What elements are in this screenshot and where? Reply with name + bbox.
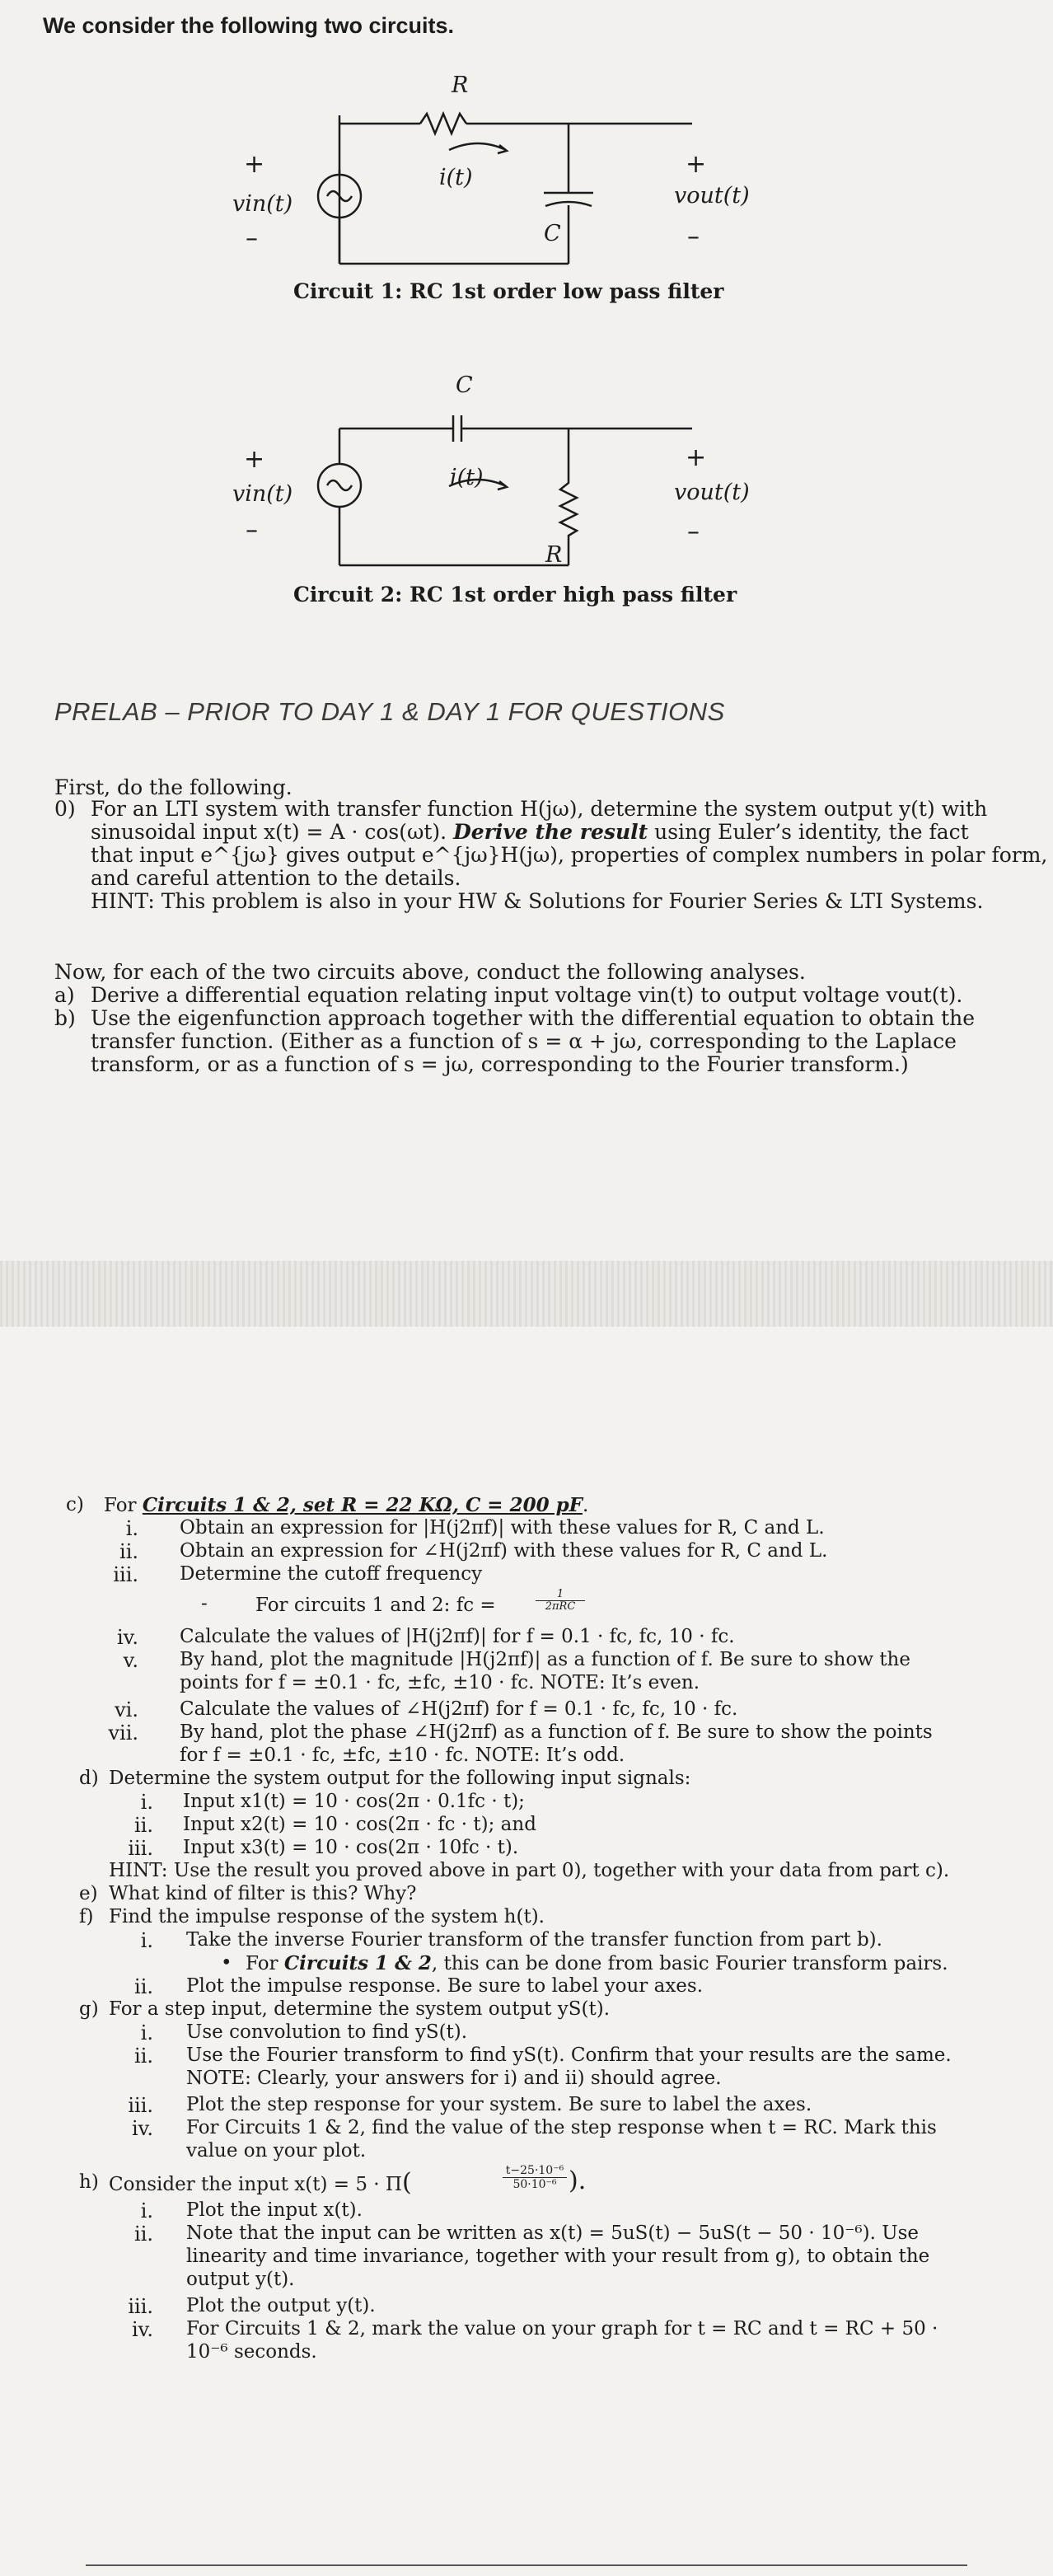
qc-item-num: iv.: [116, 1626, 138, 1649]
qd-item-text: Input x1(t) = 10 · cos(2π · 0.1fc · t);: [183, 1791, 525, 1812]
circuit2-r-label: R: [545, 542, 563, 568]
q0-hint: HINT: This problem is also in your HW & Solutions for Fourier Series & LTI Systems.: [91, 889, 984, 913]
qb-label: b): [54, 1006, 76, 1030]
qb-line3: transform, or as a function of s = jω, corresponding to the Fourier transform.): [91, 1052, 909, 1076]
cutoff-fraction: [536, 1589, 585, 1613]
qg-item-num: iii.: [128, 2094, 153, 2117]
qg-item-num: i.: [140, 2021, 153, 2044]
qc-item-num: iii.: [113, 1563, 138, 1586]
circuit1-vout-plus: +: [686, 150, 707, 179]
now-line: Now, for each of the two circuits above, conduct the following analyses.: [54, 960, 806, 984]
qh-item-text: output y(t).: [186, 2269, 295, 2290]
qb-line2: transfer function. (Either as a function of s = α + jω, corresponding to the Laplace: [91, 1029, 957, 1053]
qg-item-text: For Circuits 1 & 2, find the value of the step response when t = RC. Mark this: [186, 2117, 937, 2138]
qd-item-text: Input x2(t) = 10 · cos(2π · fc · t); and: [183, 1814, 536, 1835]
qh-close-paren: ).: [569, 2166, 587, 2195]
qc-label: c): [66, 1494, 84, 1515]
qf-bullet-text: For Circuits 1 & 2, this can be done from basic Fourier transform pairs.: [246, 1952, 948, 1974]
qc-item-num: i.: [125, 1517, 138, 1540]
qb-line1: Use the eigenfunction approach together with the differential equation to obtain the: [91, 1006, 976, 1030]
qd-label: d): [79, 1768, 99, 1789]
qf-text: Find the impulse response of the system h(t).: [109, 1906, 545, 1927]
qc-item-text: Obtain an expression for |H(j2πf)| with these values for R, C and L.: [180, 1517, 825, 1539]
cutoff-denominator: 2πRC: [545, 1600, 576, 1613]
circuit2-vout-minus: –: [687, 518, 700, 546]
qh-item-text: For Circuits 1 & 2, mark the value on your graph for t = RC and t = RC + 50 ·: [186, 2318, 938, 2339]
first-line: First, do the following.: [54, 775, 292, 799]
qh-item-text: linearity and time invariance, together with your result from g), to obtain the: [186, 2246, 930, 2267]
qd-text: Determine the system output for the following input signals:: [109, 1768, 691, 1789]
intro-text: We consider the following two circuits.: [43, 13, 455, 38]
circuit2-caption: Circuit 2: RC 1st order high pass filter: [293, 583, 737, 607]
qf-bullet: •: [221, 1952, 232, 1974]
circuit1-vin-minus: –: [246, 224, 258, 253]
qd-item-num: ii.: [134, 1814, 153, 1837]
bottom-rule: [86, 2564, 967, 2566]
circuit2-vout-plus: +: [686, 443, 707, 472]
qg-item-num: iv.: [131, 2117, 153, 2140]
circuit1-vin-plus: +: [244, 150, 265, 179]
qh-item-num: i.: [140, 2199, 153, 2222]
qf-label: f): [79, 1906, 94, 1927]
qc-item-text: Calculate the values of |H(j2πf)| for f = 0.1 · fc, fc, 10 · fc.: [180, 1626, 735, 1647]
qh-item-text: Plot the output y(t).: [186, 2295, 376, 2316]
prelab-heading: PRELAB – PRIOR TO DAY 1 & DAY 1 FOR QUESTIONS: [54, 697, 725, 726]
circuit1-vin-label: vin(t): [232, 191, 293, 217]
qf-item-i: Take the inverse Fourier transform of the transfer function from part b).: [186, 1929, 882, 1951]
q0-line3: that input e^{jω} gives output e^{jω}H(jω), properties of complex numbers in polar form,: [91, 843, 1048, 867]
circuit2-current-label: i(t): [450, 465, 484, 490]
qf-item-ii: Plot the impulse response. Be sure to label your axes.: [186, 1975, 704, 1997]
q0-line2: sinusoidal input x(t) = A · cos(ωt). Derive the result using Euler’s identity, the fact: [91, 820, 969, 844]
qg-item-text: Use convolution to find yS(t).: [186, 2021, 468, 2043]
qd-item-num: i.: [140, 1791, 153, 1814]
qc-item-text: Obtain an expression for ∠H(j2πf) with these values for R, C and L.: [180, 1540, 828, 1562]
qc-item-num: v.: [123, 1649, 138, 1672]
qg-item-num: ii.: [134, 2044, 153, 2068]
circuit1-vout-minus: –: [687, 222, 700, 251]
qc-item-text: By hand, plot the phase ∠H(j2πf) as a function of f. Be sure to show the points: [180, 1721, 933, 1743]
circuit2-vin-minus: –: [246, 516, 258, 545]
qh-text: Consider the input x(t) = 5 · Π(: [109, 2168, 412, 2197]
qh-item-num: iii.: [128, 2295, 153, 2318]
q0-line1: For an LTI system with transfer function H(jω), determine the system output y(t) with: [91, 797, 988, 821]
page-gap: [0, 1261, 1053, 1327]
qh-fraction-num: t−25·10⁻⁶: [503, 2164, 567, 2178]
qd-item-text: Input x3(t) = 10 · cos(2π · 10fc · t).: [183, 1837, 519, 1858]
qh-item-text: 10⁻⁶ seconds.: [186, 2341, 317, 2363]
q0-label: 0): [54, 797, 76, 821]
circuit1-vout-label: vout(t): [674, 183, 750, 208]
qe-label: e): [79, 1883, 98, 1904]
qh-item-num: iv.: [131, 2318, 153, 2341]
qd-hint: HINT: Use the result you proved above in part 0), together with your data from part c).: [109, 1860, 950, 1881]
qg-item-text: value on your plot.: [186, 2140, 367, 2161]
circuit1-caption: Circuit 1: RC 1st order low pass filter: [293, 279, 724, 303]
qc-item-num: vii.: [108, 1721, 138, 1745]
qh-label: h): [79, 2171, 99, 2193]
qc-heading: For Circuits 1 & 2, set R = 22 KΩ, C = 200 pF.: [104, 1494, 589, 1516]
circuit1-r-label: R: [452, 73, 469, 98]
qc-item-text: Determine the cutoff frequency: [180, 1563, 483, 1585]
circuit2-vin-plus: +: [244, 445, 265, 474]
cutoff-bullet: -: [201, 1593, 208, 1614]
qh-fraction: [503, 2164, 567, 2191]
circuit2-vin-label: vin(t): [232, 481, 293, 507]
circuit1-current-label: i(t): [439, 165, 473, 190]
qc-item-text: points for f = ±0.1 · fc, ±fc, ±10 · fc. NOTE: It’s even.: [180, 1672, 700, 1693]
qg-label: g): [79, 1998, 99, 2020]
qh-item-text: Note that the input can be written as x(t) = 5uS(t) − 5uS(t − 50 · 10⁻⁶). Use: [186, 2222, 920, 2244]
qc-item-num: vi.: [115, 1698, 138, 1721]
circuit1-c-label: C: [544, 221, 561, 246]
qg-item-text: Plot the step response for your system. Be sure to label the axes.: [186, 2094, 812, 2115]
qa-label: a): [54, 983, 75, 1007]
qc-item-text: By hand, plot the magnitude |H(j2πf)| as a function of f. Be sure to show the: [180, 1649, 910, 1670]
qh-item-num: ii.: [134, 2222, 153, 2246]
qe-text: What kind of filter is this? Why?: [109, 1883, 417, 1904]
qf-item-num: ii.: [134, 1975, 153, 1998]
qg-item-text: NOTE: Clearly, your answers for i) and ii) should agree.: [186, 2068, 722, 2089]
qg-text: For a step input, determine the system output yS(t).: [109, 1998, 611, 2020]
qd-item-num: iii.: [128, 1837, 153, 1860]
qc-item-num: ii.: [119, 1540, 138, 1563]
circuit2-c-label: C: [456, 372, 473, 398]
cutoff-numerator: 1: [536, 1589, 585, 1601]
qg-item-text: Use the Fourier transform to find yS(t). Confirm that your results are the same.: [186, 2044, 952, 2066]
qf-item-num: i.: [140, 1929, 153, 1952]
circuit2-diagram: [0, 0, 1053, 626]
qc-item-text: Calculate the values of ∠H(j2πf) for f = 0.1 · fc, fc, 10 · fc.: [180, 1698, 738, 1720]
qc-item-text: for f = ±0.1 · fc, ±fc, ±10 · fc. NOTE: It’s odd.: [180, 1745, 625, 1766]
circuit2-vout-label: vout(t): [674, 480, 750, 505]
qh-fraction-den: 50·10⁻⁶: [512, 2178, 557, 2191]
cutoff-text: For circuits 1 and 2: fc =: [255, 1595, 496, 1616]
qh-item-text: Plot the input x(t).: [186, 2199, 363, 2221]
q0-line4: and careful attention to the details.: [91, 866, 461, 890]
qa-text: Derive a differential equation relating input voltage vin(t) to output voltage vout(t).: [91, 983, 963, 1007]
